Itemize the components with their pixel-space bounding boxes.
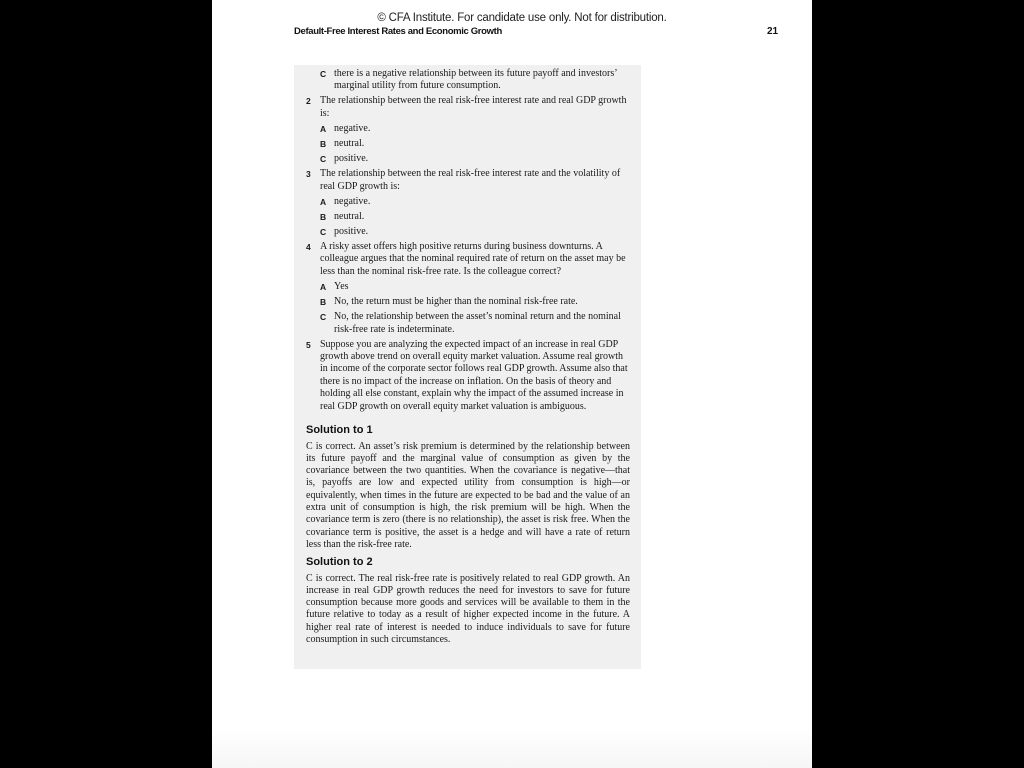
question-4-option-b [306,296,630,308]
document-page [212,0,812,768]
option-letter: C [320,69,327,79]
option-text: positive. [334,153,369,165]
question-text: The relationship between the real risk-free interest rate and real GDP growth is: [320,95,627,119]
question-4-option-c [306,311,630,336]
question-number: 5 [306,339,311,350]
option-text: neutral. [334,211,365,223]
option-text: Yes [334,281,349,293]
option-letter: A [320,282,327,293]
option-letter: C [320,154,327,165]
question-4 [306,241,630,278]
option-text: No, the return must be higher than the nominal risk-free rate. [334,296,578,308]
page-number: 21 [767,26,779,37]
solution-1-heading: Solution to 1 [306,424,373,437]
question-number: 4 [306,242,311,253]
question-number: 2 [306,96,311,107]
question-3-option-a [306,196,630,208]
option-text: neutral. [334,138,365,150]
question-3-option-b [306,211,630,223]
question-text: Suppose you are analyzing the expected impact of an increase in real GDP growth above trend on overall equity market valuation. Assume real growth in income of the corporate sector follows real GDP growth. Assume also that there is no impact of the increase on inflation. On the basis of theory and holding all else constant, explain why the impact of the assumed increase in real GDP growth on overall equity market valuation is ambiguous. [320,338,628,412]
question-3 [306,168,630,193]
option-letter: A [320,197,327,208]
question-4-option-a [306,281,630,293]
question-2-option-a [306,123,630,135]
option-letter: B [320,212,327,223]
continued-option-c [306,68,630,93]
copyright-watermark: © CFA Institute. For candidate use only. Not for distribution. [377,12,667,24]
question-text: A risky asset offers high positive returns during business downturns. A colleague argues that the nominal required rate of return on the asset may be less than the nominal risk-free rate. Is the colleague correct? [320,241,626,277]
solution-1-text: C is correct. An asset’s risk premium is determined by the relationship between its future payoff and the marginal value of consumption as given by the covariance between the two quantities. When the covariance is negative—that is, payoffs are low and expected utility from consumption is high—or equivalently, when times in the future are expected to be bad and the value of an extra unit of consumption is high, the risk premium will be high. When the covariance term is zero (there is no relationship), the asset is risk free. When the covariance term is positive, the asset is a hedge and will have a rate of return less than the risk-free rate. [306,440,630,550]
practice-problems-box [294,65,641,669]
question-3-option-c [306,226,630,238]
question-2 [306,95,630,120]
solution-2-heading: Solution to 2 [306,556,373,569]
question-5 [306,339,630,413]
option-text: No, the relationship between the asset’s nominal return and the nominal risk-free rate is indeterminate. [334,311,621,335]
option-text: positive. [334,226,369,238]
question-2-option-c [306,153,630,165]
question-2-option-b [306,138,630,150]
question-number: 3 [306,169,311,180]
option-text: negative. [334,123,371,135]
running-head: Default-Free Interest Rates and Economic Growth [294,26,502,37]
option-letter: C [320,312,327,323]
question-text: The relationship between the real risk-free interest rate and the volatility of real GDP growth is: [320,168,621,192]
option-letter: C [320,227,327,238]
practice-problems-content [306,68,630,646]
option-letter: B [320,139,327,150]
option-letter: A [320,124,327,135]
solution-2-text: C is correct. The real risk-free rate is positively related to real GDP growth. An increase in real GDP growth reduces the need for investors to save for future consumption because more goods and services will be available to them in the future relative to today as a result of higher expected income in the future. A higher real rate of interest is needed to induce individuals to save for future consumption in such circumstances. [306,572,630,646]
option-letter: B [320,297,327,308]
option-text: negative. [334,196,371,208]
option-text: there is a negative relationship between its future payoff and investors’ marginal utility from future consumption. [334,68,617,92]
